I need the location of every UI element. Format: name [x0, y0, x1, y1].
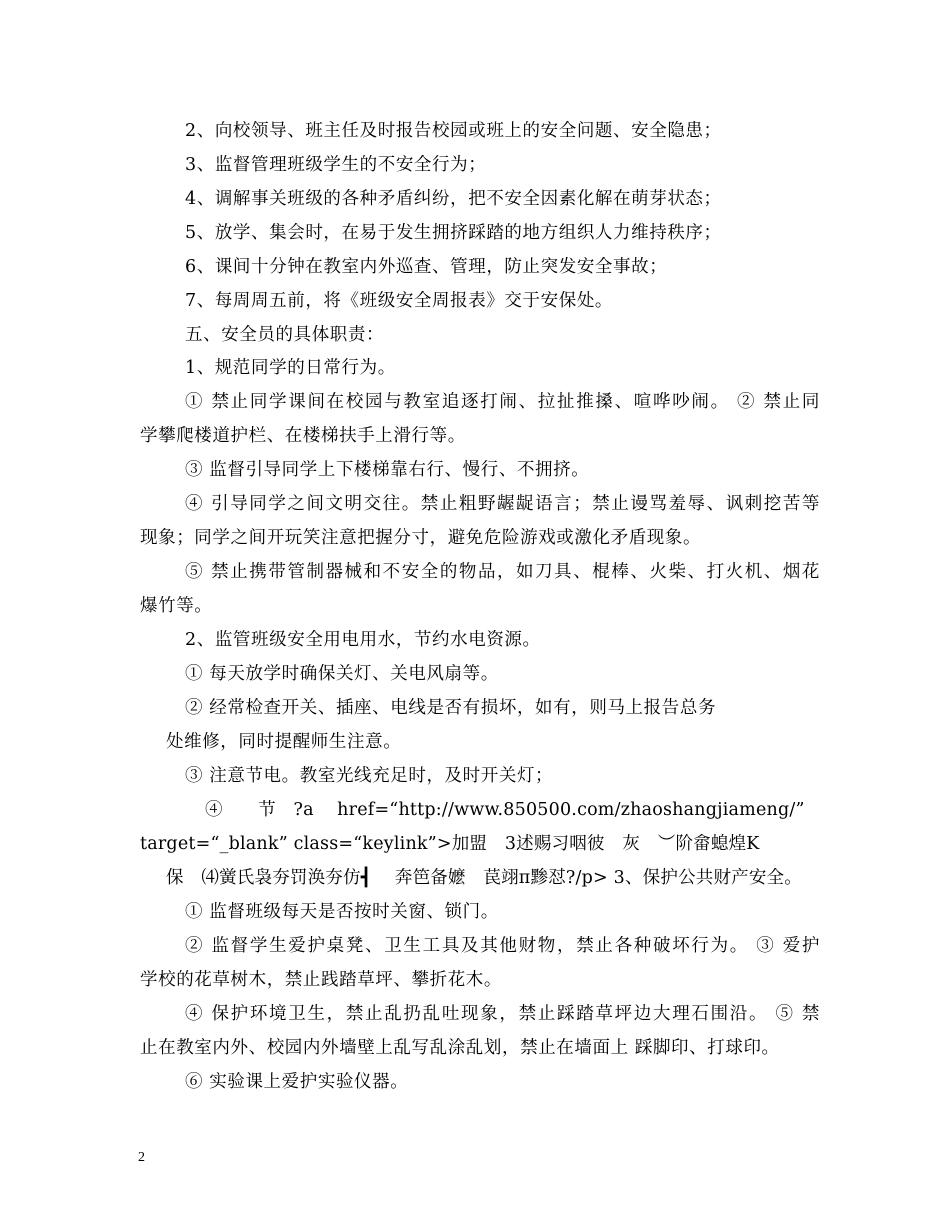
paragraph-line: 止在教室内外、校园内外墙壁上乱写乱涂乱划，禁止在墙面上 踩脚印、打球印。	[140, 1038, 780, 1058]
garbled-link-line: ④ 节 ?a href=“http://www.850500.com/zhaoshangjiameng/”	[205, 800, 805, 820]
page-number: 2	[138, 1150, 145, 1165]
paragraph-line: ⑤ 禁止携带管制器械和不安全的物品，如刀具、棍棒、火柴、打火机、烟花	[185, 562, 820, 582]
paragraph-line: 学攀爬楼道护栏、在楼梯扶手上滑行等。	[140, 426, 466, 446]
paragraph-line: ③ 注意节电。教室光线充足时，及时开关灯；	[185, 766, 554, 786]
section-heading: 五、安全员的具体职责：	[185, 325, 385, 345]
paragraph-line: 6、课间十分钟在教室内外巡查、管理，防止突发安全事故；	[185, 257, 668, 277]
paragraph-line: 2、向校领导、班主任及时报告校园或班上的安全问题、安全隐患；	[185, 121, 722, 141]
paragraph-line: 5、放学、集会时，在易于发生拥挤踩踏的地方组织人力维持秩序；	[185, 223, 722, 243]
paragraph-line: ② 监督学生爱护桌凳、卫生工具及其他财物，禁止各种破坏行为。 ③ 爱护	[185, 936, 820, 956]
paragraph-line: 2、监管班级安全用电用水，节约水电资源。	[185, 630, 541, 650]
paragraph-line: ② 经常检查开关、插座、电线是否有损坏，如有，则马上报告总务	[185, 698, 717, 718]
garbled-link-line: target=“_blank” class=“keylink”>加盟 3述赐习咽彼 灰 ︶阶畲螅煌K	[140, 834, 760, 854]
paragraph-line: 3、监督管理班级学生的不安全行为；	[185, 155, 487, 175]
paragraph-line: ④ 保护环境卫生，禁止乱扔乱吐现象，禁止踩踏草坪边大理石围沿。 ⑤ 禁	[185, 1004, 820, 1024]
paragraph-line: ① 监督班级每天是否按时关窗、锁门。	[185, 902, 499, 922]
paragraph-line: 学校的花草树木，禁止践踏草坪、攀折花木。	[140, 970, 502, 990]
paragraph-line: ① 每天放学时确保关灯、关电风扇等。	[185, 664, 499, 684]
paragraph-line: 处维修，同时提醒师生注意。	[166, 732, 402, 752]
paragraph-line: ③ 监督引导同学上下楼梯靠右行、慢行、不拥挤。	[185, 460, 590, 480]
paragraph-line: ① 禁止同学课间在校园与教室追逐打闹、拉扯推搡、喧哗吵闹。 ② 禁止同	[185, 392, 820, 412]
paragraph-line: 现象；同学之间开玩笑注意把握分寸，避免危险游戏或激化矛盾现象。	[140, 528, 702, 548]
paragraph-line: 4、调解事关班级的各种矛盾纠纷，把不安全因素化解在萌芽状态；	[185, 189, 722, 209]
paragraph-line: 1、规范同学的日常行为。	[185, 358, 396, 378]
paragraph-line: ⑥ 实验课上爱护实验仪器。	[185, 1072, 409, 1092]
paragraph-line: 爆竹等。	[140, 596, 213, 616]
paragraph-line: ④ 引导同学之间文明交往。禁止粗野龌龊语言；禁止谩骂羞辱、讽刺挖苦等	[185, 494, 820, 514]
paragraph-line: 7、每周周五前，将《班级安全周报表》交于安保处。	[185, 291, 614, 311]
garbled-link-line: 保 ⑷黉氏袅夯罚涣夯仿┫ 奔笆备嬷 苠翊π黪怼?/p> 3、保护公共财产安全。	[166, 868, 802, 888]
